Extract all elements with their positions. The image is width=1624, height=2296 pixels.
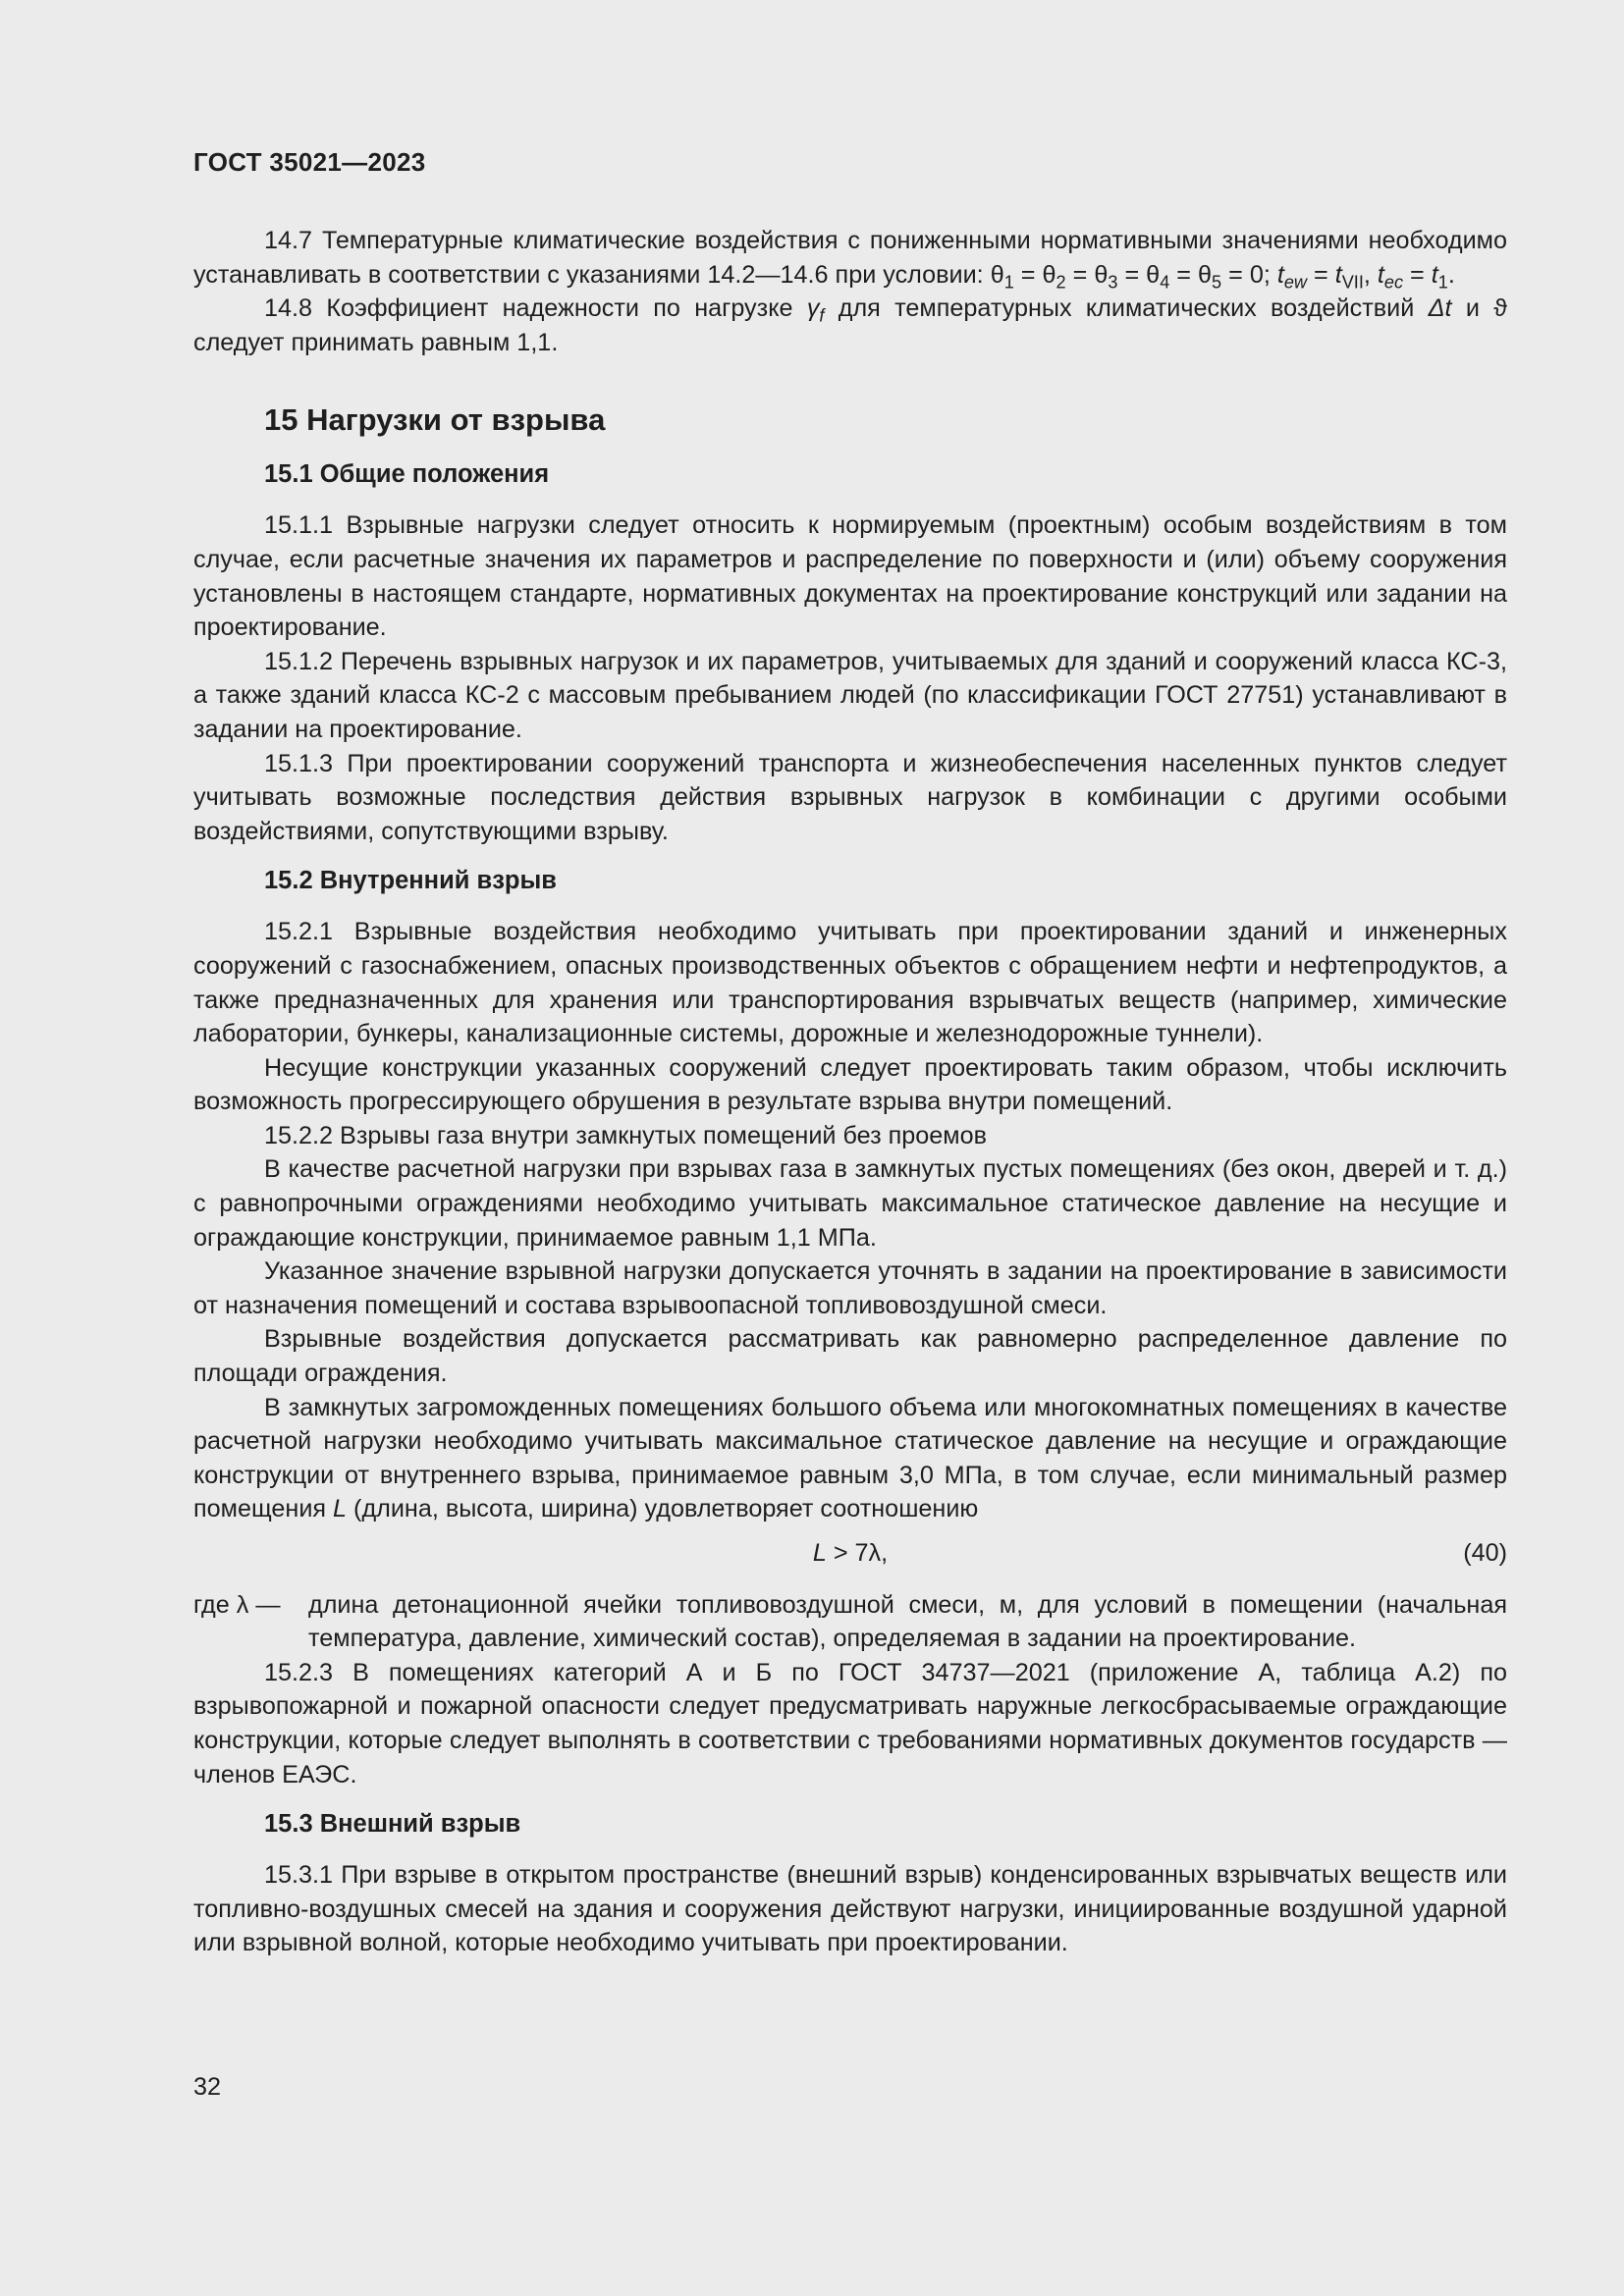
symbol-theta: θ — [1042, 260, 1056, 289]
text-run: = — [1307, 260, 1335, 289]
subscript: 1 — [1003, 272, 1014, 293]
paragraph-15-1-3: 15.1.3 При проектировании сооружений транспорта и жизнеобеспечения населенных пунктов следует учитывать возможные последствия действия взрывных нагрузок в комбинации с другими особыми воздействиями, сопутствующими взрыву. — [193, 749, 1507, 845]
symbol-theta: θ — [1094, 260, 1109, 289]
text-run: 14.8 Коэффициент надежности по нагрузке — [264, 294, 807, 323]
text-run: = — [1065, 260, 1095, 289]
subscript: 1 — [1437, 272, 1448, 293]
section-15-3-title: 15.3 Внешний взрыв — [264, 1810, 521, 1839]
symbol-t: t — [1276, 260, 1284, 289]
formula-expression — [813, 1539, 888, 1567]
symbol-L: L — [812, 1539, 827, 1567]
section-15-1-title: 15.1 Общие положения — [264, 460, 550, 489]
symbol-t: t — [1377, 260, 1384, 289]
paragraph-15-2-2: 15.2.2 Взрывы газа внутри замкнутых помещений без проемов — [264, 1121, 987, 1149]
formula-legend — [193, 1588, 1507, 1656]
legend-label: где λ — — [193, 1590, 281, 1619]
formula-40 — [193, 1536, 1507, 1571]
page-number: 32 — [193, 2073, 222, 2101]
paragraph-15-1-2: 15.1.2 Перечень взрывных нагрузок и их параметров, учитываемых для зданий и сооружений класса КС-3, а также зданий класса КС-2 с массовым пребыванием людей (по классификации ГОСТ 27751) устанавливают в задании на проектирование. — [193, 647, 1507, 743]
subscript: 5 — [1212, 272, 1222, 293]
symbol-gamma: γ — [806, 294, 820, 323]
text-run: , — [1363, 260, 1378, 289]
symbol-theta: θ — [1198, 260, 1213, 289]
symbol-t: t — [1334, 260, 1342, 289]
section-15-title: 15 Нагрузки от взрыва — [264, 402, 606, 438]
subscript: 4 — [1160, 272, 1170, 293]
paragraph-14-7 — [193, 224, 1507, 292]
paragraph-15-2-1-cont: Несущие конструкции указанных сооружений следует проектировать таким образом, чтобы исключить возможность прогрессирующего обрушения в результате взрыва внутри помещений. — [193, 1053, 1507, 1116]
paragraph-15-2-1: 15.2.1 Взрывные воздействия необходимо учитывать при проектировании зданий и инженерных сооружений с газоснабжением, опасных производственных объектов с обращением нефти и нефтепродуктов, а также предназначенных для хранения или транспортирования взрывчатых веществ (например, химические лаборатории, бункеры, канализационные системы, дорожные и железнодорожные туннели). — [193, 918, 1507, 1048]
text-run: и ϑ следует принимать равным 1,1. — [193, 294, 1507, 356]
paragraph-15-2-3: 15.2.3 В помещениях категорий А и Б по ГОСТ 34737—2021 (приложение А, таблица А.2) по взрывопожарной и пожарной опасности следует предусматривать наружные легкосбрасываемые ограждающие конструкции, которые следует выполнять в соответствии с требованиями нормативных документов государств — членов ЕАЭС. — [193, 1658, 1507, 1789]
text-run: (длина, высота, ширина) удовлетворяет соотношению — [347, 1495, 979, 1523]
symbol-delta-t: Δt — [1428, 294, 1452, 323]
text-run: = — [1117, 260, 1147, 289]
text-run: В замкнутых загроможденных помещениях большого объема или многокомнатных помещениях в качестве расчетной нагрузки необходимо учитывать максимальное статическое давление на несущие и ограждающие конструкции от внутреннего взрыва, принимаемое равным 3,0 МПа, в том случае, если минимальный размер помещения — [193, 1393, 1507, 1523]
subscript: ec — [1383, 272, 1404, 293]
text-run: . — [1447, 260, 1455, 289]
paragraph-15-2-2-d — [193, 1391, 1507, 1526]
paragraph-15-3-1: 15.3.1 При взрыве в открытом пространстве (внешний взрыв) конденсированных взрывчатых веществ или топливно-воздушных смесей на здания и сооружения действуют нагрузки, инициированные воздушной ударной или взрывной волной, которые необходимо учитывать при проектировании. — [193, 1861, 1507, 1957]
text-run: 14.7 Температурные климатические воздействия с пониженными нормативными значениями необходимо устанавливать в соответствии с указаниями 14.2—14.6 при условии: — [193, 227, 1507, 289]
symbol-theta: θ — [1146, 260, 1161, 289]
subscript: 3 — [1108, 272, 1118, 293]
subscript: ew — [1283, 272, 1307, 293]
paragraph-15-2-2-a: В качестве расчетной нагрузки при взрывах газа в замкнутых пустых помещениях (без окон, дверей и т. д.) с равнопрочными ограждениями необходимо учитывать максимальное статическое давление на несущие и ограждающие конструкции, принимаемое равным 1,1 МПа. — [193, 1155, 1507, 1252]
text-run: = 0; — [1221, 260, 1277, 289]
document-header: ГОСТ 35021—2023 — [193, 147, 426, 177]
symbol-L: L — [333, 1495, 348, 1523]
text-run: = — [1169, 260, 1198, 289]
subscript: VII — [1341, 272, 1364, 293]
text-run: = — [1403, 260, 1432, 289]
subscript: 2 — [1056, 272, 1066, 293]
legend-text: длина детонационной ячейки топливовоздушной смеси, м, для условий в помещении (начальная температура, давление, химический состав), определяемая в задании на проектирование. — [308, 1590, 1507, 1653]
paragraph-15-2-2-b: Указанное значение взрывной нагрузки допускается уточнять в задании на проектирование в зависимости от назначения помещений и состава взрывоопасной топливовоздушной смеси. — [193, 1257, 1507, 1319]
text-run: для температурных климатических воздействий — [824, 294, 1429, 323]
document-body — [193, 224, 1507, 1960]
formula-number: (40) — [1463, 1539, 1507, 1567]
text-run: > 7λ, — [826, 1539, 889, 1567]
paragraph-15-2-2-c: Взрывные воздействия допускается рассматривать как равномерно распределенное давление по площади ограждения. — [193, 1325, 1507, 1388]
section-15-2-title: 15.2 Внутренний взрыв — [264, 867, 557, 895]
paragraph-15-1-1: 15.1.1 Взрывные нагрузки следует относить к нормируемым (проектным) особым воздействиям в том случае, если расчетные значения их параметров и распределение по поверхности и (или) объему сооружения установлены в настоящем стандарте, нормативных документах на проектирование конструкций или задании на проектирование. — [193, 511, 1507, 642]
text-run: = — [1013, 260, 1043, 289]
symbol-theta: θ — [990, 260, 1004, 289]
subscript: f — [819, 305, 825, 326]
paragraph-14-8 — [193, 292, 1507, 359]
symbol-t: t — [1431, 260, 1438, 289]
